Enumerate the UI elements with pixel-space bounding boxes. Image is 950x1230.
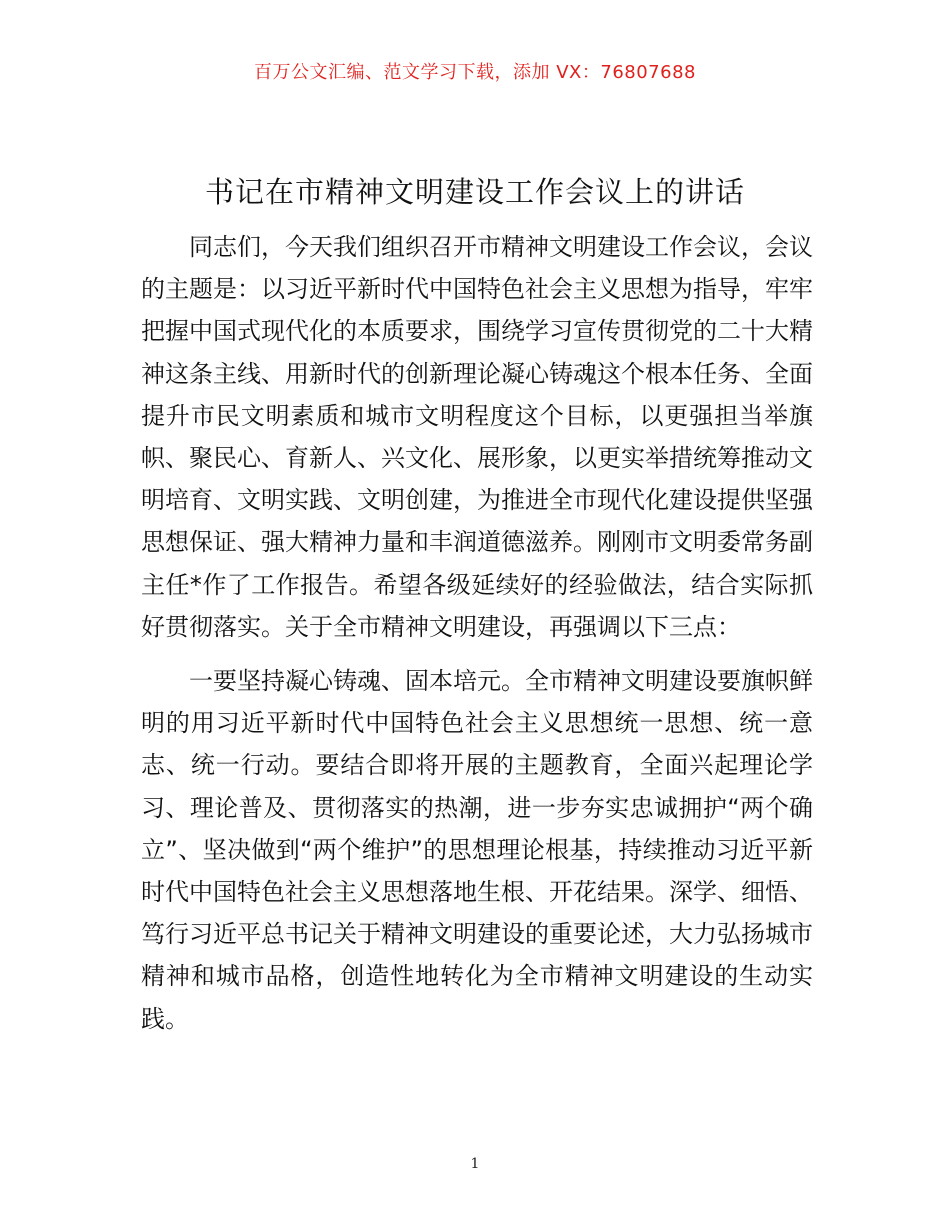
- paragraph-intro: 同志们，今天我们组织召开市精神文明建设工作会议，会议的主题是：以习近平新时代中国特色社会主义思想为指导，牢牢把握中国式现代化的本质要求，围绕学习宣传贯彻党的二十大精神这条主线、用新时代的创新理论凝心铸魂这个根本任务、全面提升市民文明素质和城市文明程度这个目标，以更强担当举旗帜、聚民心、育新人、兴文化、展形象，以更实举措统筹推动文明培育、文明实践、文明创建，为推进全市现代化建设提供坚强思想保证、强大精神力量和丰润道德滋养。刚刚市文明委常务副主任*作了工作报告。希望各级延续好的经验做法，结合实际抓好贯彻落实。关于全市精神文明建设，再强调以下三点：: [141, 233, 813, 641]
- paragraph-point-one: 一要坚持凝心铸魂、固本培元。全市精神文明建设要旗帜鲜明的用习近平新时代中国特色社会主义思想统一思想、统一意志、统一行动。要结合即将开展的主题教育，全面兴起理论学习、理论普及、贯彻落实的热潮，进一步夯实忠诚拥护“两个确立”、坚决做到“两个维护”的思想理论根基，持续推动习近平新时代中国特色社会主义思想落地生根、开花结果。深学、细悟、笃行习近平总书记关于精神文明建设的重要论述，大力弘扬城市精神和城市品格，创造性地转化为全市精神文明建设的生动实践。: [141, 667, 813, 1033]
- document-title: 书记在市精神文明建设工作会议上的讲话: [204, 175, 745, 209]
- document-body: [141, 226, 813, 1040]
- header-banner: 百万公文汇编、范文学习下载，添加 VX：76807688: [254, 62, 696, 83]
- page-number: 1: [470, 1156, 480, 1172]
